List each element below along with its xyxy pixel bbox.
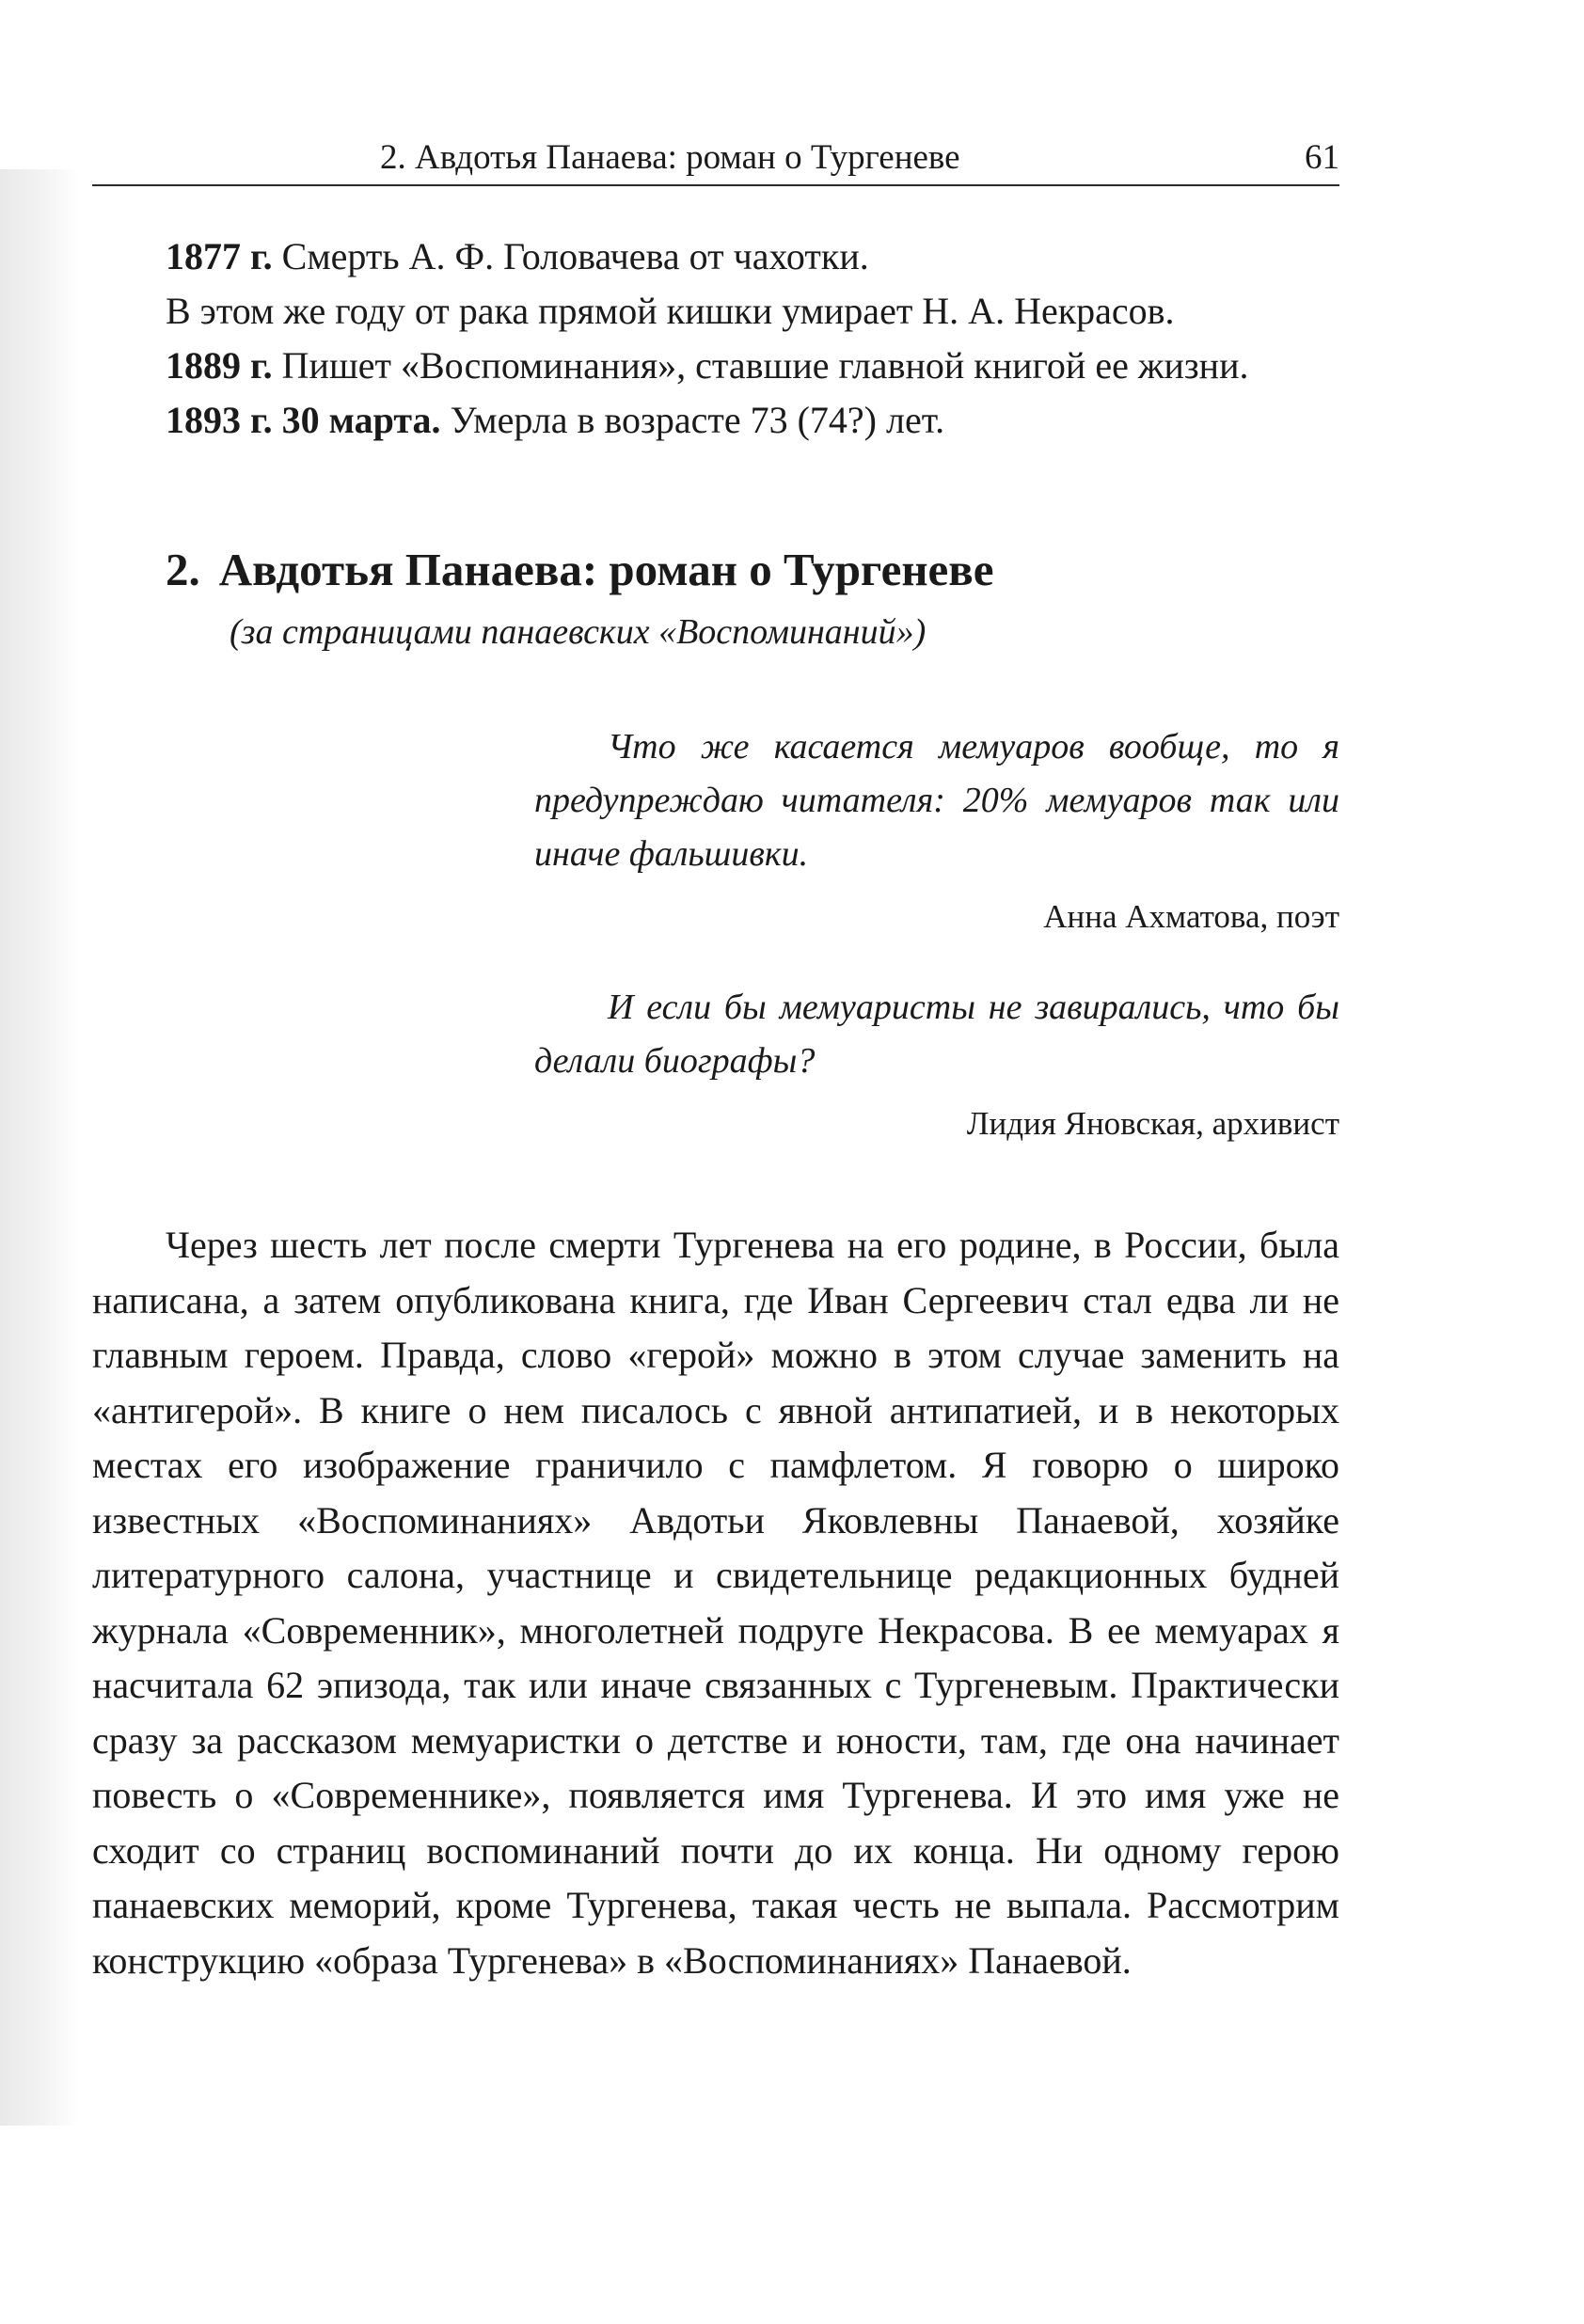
chronology-text: Умерла в возрасте 73 (74?) лет.: [440, 399, 945, 441]
chronology: [92, 229, 1339, 448]
chronology-entry-1889: [92, 339, 1339, 393]
chronology-entry-1893: [92, 393, 1339, 448]
chronology-year: 1877 г.: [166, 235, 273, 277]
epigraph-1: [534, 720, 1339, 940]
running-head: [92, 132, 1339, 186]
section-title: Авдотья Панаева: роман о Тургеневе: [218, 544, 994, 595]
scan-gutter-shadow: [0, 169, 80, 2126]
section-subtitle: (за страницами панаевских «Воспоминаний»): [230, 612, 927, 652]
epigraph-2: [534, 981, 1339, 1146]
chronology-text: Смерть А. Ф. Головачева от чахотки.: [272, 235, 869, 277]
body-paragraph: Через шесть лет после смерти Тургенева на его родине, в России, была написана, а затем опубликована книга, где Иван Сергеевич стал едва ли не главным героем. Правда, слово «герой» можно в этом случае заменить на «антигерой». В книге о нем писалось с явной антипатией, и в некоторых местах его изображение граничило с памфлетом. Я говорю о широко известных «Воспоминаниях» Авдотьи Яковлевны Панаевой, хозяйке литературного салона, участнице и свидетельнице редакционных будней журнала «Современник», многолетней подруге Некрасова. В ее мемуарах я насчитала 62 эпизода, так или иначе связанных с Тургеневым. Практически сразу за рассказом мемуаристки о детстве и юности, там, где она начинает повесть о «Современнике», появляется имя Тургенева. И это имя уже не сходит со страниц воспоминаний почти до их конца. Ни одному герою панаевских меморий, кроме Тургенева, такая честь не выпала. Рассмотрим конструкцию «образа Тургенева» в «Воспоминаниях» Панаевой.: [92, 1224, 1339, 1982]
chronology-year: 1893 г. 30 марта.: [166, 399, 441, 441]
epigraph-author: Анна Ахматова, поэт: [1043, 898, 1339, 935]
running-head-title: 2. Авдотья Панаева: роман о Тургеневе: [380, 138, 960, 177]
page-number: 61: [1305, 138, 1339, 177]
epigraph-quote: И если бы мемуаристы не завирались, что бы делали биографы?: [534, 988, 1339, 1081]
chronology-text: В этом же году от рака прямой кишки умирает Н. А. Некрасов.: [166, 290, 1175, 332]
chronology-entry-1877: [92, 229, 1339, 284]
chronology-year: 1889 г.: [166, 344, 273, 387]
section-number: 2.: [166, 544, 200, 595]
epigraph-author: Лидия Яновская, архивист: [966, 1105, 1339, 1142]
section-heading: [166, 542, 1339, 598]
main-text: [92, 1218, 1339, 1988]
epigraph-quote: Что же касается мемуаров вообще, то я предупреждаю читателя: 20% мемуаров так или иначе фальшивки.: [534, 727, 1339, 874]
book-page: [92, 132, 1339, 1988]
chronology-text: Пишет «Воспоминания», ставшие главной книгой ее жизни.: [272, 344, 1249, 387]
chronology-entry-1877-note: [92, 284, 1339, 339]
